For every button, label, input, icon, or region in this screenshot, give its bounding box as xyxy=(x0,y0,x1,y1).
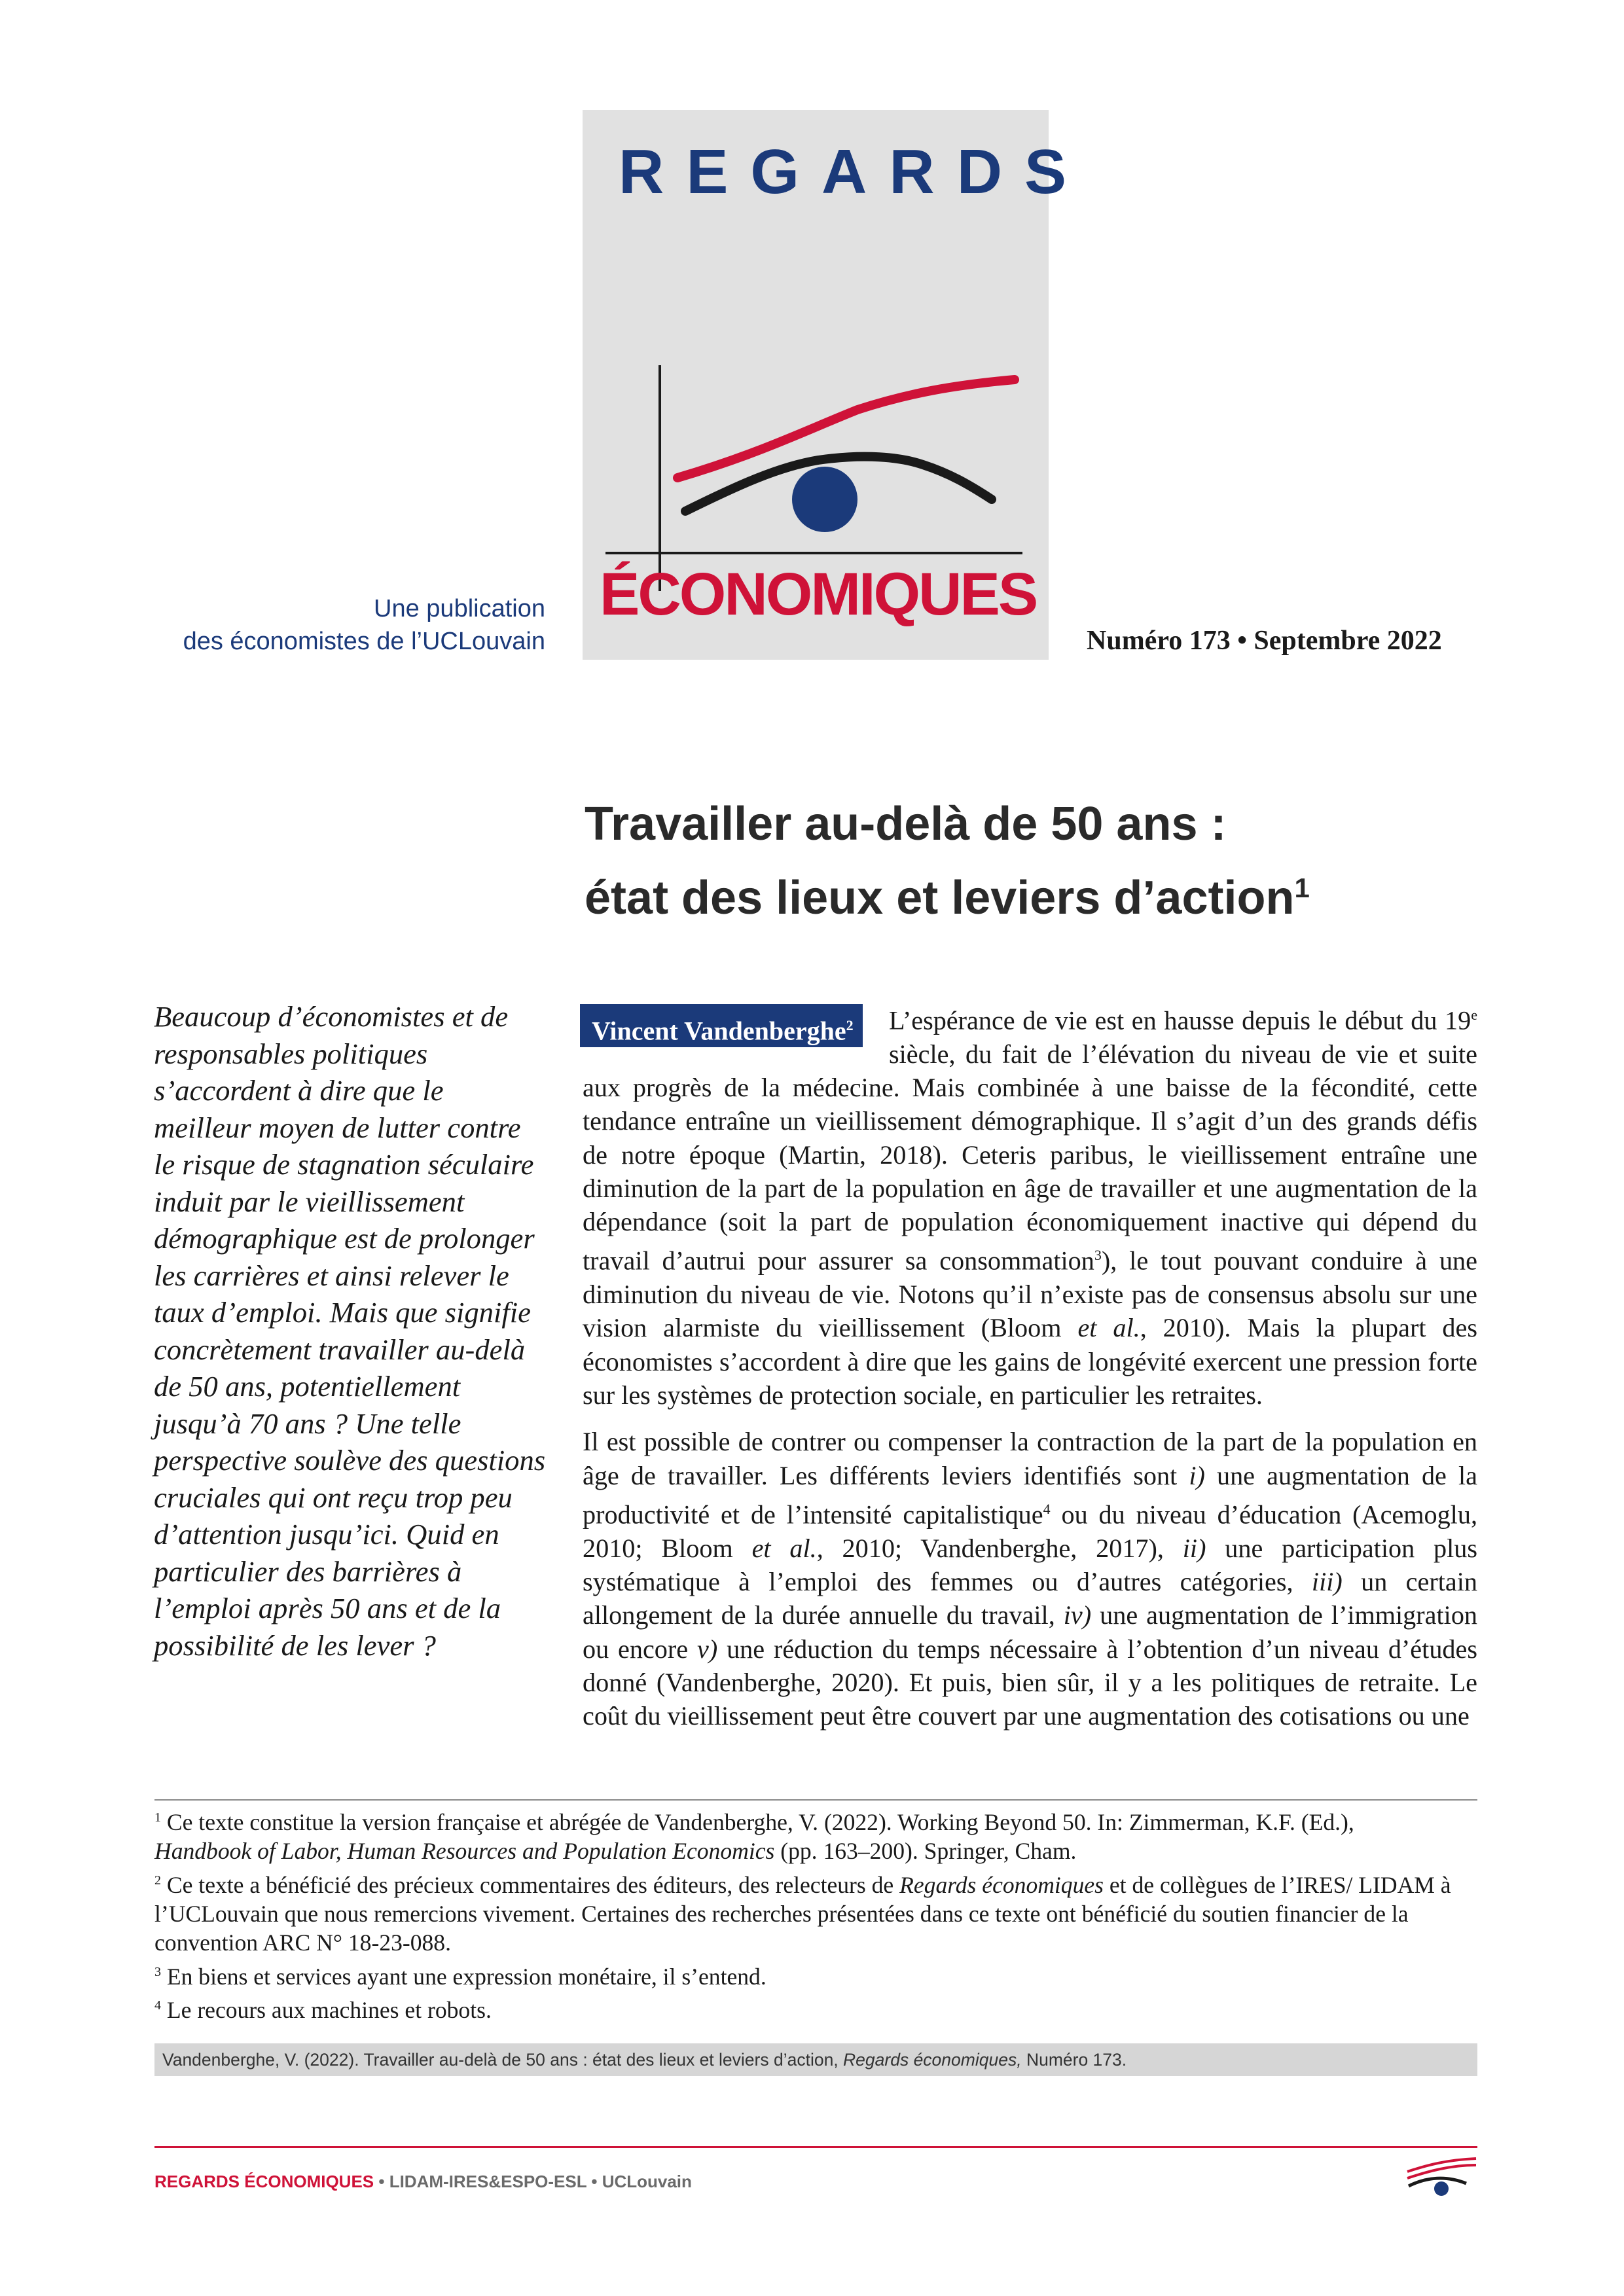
publisher-line xyxy=(183,592,545,658)
footer-eye-logo-icon xyxy=(1401,2153,1479,2206)
footnote-num-4: 4 xyxy=(154,1998,161,2013)
footnotes xyxy=(154,1803,1477,2024)
footnote-1-book: Handbook of Labor, Human Resources and Population Economics xyxy=(154,1838,775,1865)
p1-etal: et al. xyxy=(1077,1313,1140,1343)
author-badge xyxy=(580,1004,863,1047)
p2-enum-ii: ii) xyxy=(1182,1533,1206,1563)
footnote-2-text-b: et de collègues de l’IRES/ LIDAM à l’UCLouvain que nous remercions vivement. Certaines des recherches présentées dans ce texte ont bénéficié du soutien financier de la convention ARC N° 18-23-088. xyxy=(154,1871,1451,1956)
publisher-line-2: des économistes de l’UCLouvain xyxy=(183,628,545,655)
author-footnote-ref: 2 xyxy=(846,1017,854,1033)
logo-title-economiques: ÉCONOMIQUES xyxy=(600,561,1037,628)
logo-title-regards: REGARDS xyxy=(619,137,1089,207)
title-line-2-text: état des lieux et leviers d’action xyxy=(585,872,1295,924)
p2-etal: et al. xyxy=(751,1533,817,1563)
title-line-1: Travailler au-delà de 50 ans : xyxy=(585,798,1227,850)
footnote-ref-3: 3 xyxy=(1094,1247,1102,1264)
page-title xyxy=(585,792,1501,930)
citation-text xyxy=(162,2043,1127,2076)
footnote-num-2: 2 xyxy=(154,1873,161,1888)
p2-text-e: une participation plus systématique à l’emploi des femmes ou d’autres catégories, xyxy=(583,1533,1477,1596)
p2-text-h: une réduction du temps nécessaire à l’obtention d’un niveau d’études donné (Vandenberghe, 2020). Et puis, bien sûr, il y a les politiques de retraite. Le coût du vieillissement peut être couvert par une augmentation des cotisations ou une xyxy=(583,1634,1477,1731)
p2-text-f: un certain allongement de la durée annuelle du travail, xyxy=(583,1566,1477,1630)
p2-enum-i: i) xyxy=(1189,1460,1205,1490)
footnote-num-3: 3 xyxy=(154,1964,161,1979)
citation-journal: Regards économiques, xyxy=(843,2050,1022,2070)
p2-text-c: ou du niveau d’éducation (Acemoglu, 2010; Bloom xyxy=(583,1499,1477,1563)
p1-text-c: ), le tout pouvant conduire à une diminution du niveau de vie. Notons qu’il n’existe pas de consensus absolu sur une vision alarmiste du vieillissement (Bloom xyxy=(583,1246,1477,1343)
footer-brand: REGARDS ÉCONOMIQUES xyxy=(154,2172,374,2191)
footnote-2-text-a: Ce texte a bénéficié des précieux commentaires des éditeurs, des relecteurs de xyxy=(161,1871,900,1898)
publisher-line-1: Une publication xyxy=(374,595,545,622)
p1-text-d: , 2010). Mais la plupart des économistes s’accordent à dire que les gains de longévité exercent une pression forte sur les systèmes de protection sociale, en particulier les retraites. xyxy=(583,1313,1477,1410)
citation-text-b: Numéro 173. xyxy=(1021,2050,1127,2070)
footnote-3 xyxy=(154,1958,1477,1991)
footnote-3-text: En biens et services ayant une expression monétaire, il s’entend. xyxy=(161,1963,767,1990)
footnote-2 xyxy=(154,1866,1477,1958)
p2-enum-v: v) xyxy=(696,1634,718,1664)
footnote-4 xyxy=(154,1991,1477,2024)
footnote-4-text: Le recours aux machines et robots. xyxy=(161,1996,492,2023)
p2-text-b: une augmentation de la productivité et de l’intensité capitalistique xyxy=(583,1460,1477,1530)
paragraph-2 xyxy=(583,1425,1477,1732)
title-footnote-ref: 1 xyxy=(1294,872,1310,903)
footnote-2-journal: Regards économiques xyxy=(899,1871,1104,1898)
citation-bar xyxy=(154,2043,1477,2076)
p2-text-d: , 2010; Vandenberghe, 2017), xyxy=(816,1533,1183,1563)
footer-rule xyxy=(154,2146,1477,2148)
paragraph-1 xyxy=(583,998,1477,1412)
footnote-1-text-a: Ce texte constitue la version française et abrégée de Vandenberghe, V. (2022). Working Beyond 50. In: Zimmerman, K.F. (Ed.), xyxy=(161,1808,1354,1835)
p2-text-a: Il est possible de contrer ou compenser la contraction de la part de la population en âge de travailler. Les différents leviers identifiés sont xyxy=(583,1427,1477,1490)
p2-enum-iii: iii) xyxy=(1311,1566,1343,1596)
citation-text-a: Vandenberghe, V. (2022). Travailler au-delà de 50 ans : état des lieux et leviers d’action, xyxy=(162,2050,844,2070)
issue-number: Numéro 173 • Septembre 2022 xyxy=(1087,626,1442,656)
page-footer xyxy=(154,2172,692,2192)
author-name: Vincent Vandenberghe xyxy=(592,1016,846,1046)
masthead-logo xyxy=(583,110,1089,660)
title-line-2 xyxy=(585,856,1501,930)
ordinal-sup: e xyxy=(1471,1007,1477,1023)
abstract: Beaucoup d’économistes et de responsables politiques s’accordent à dire que le meilleur moyen de lutter contre le risque de stagnation séculaire induit par le vieillissement démographique est de prolonger les carrières et ainsi relever le taux d’emploi. Mais que signifie concrètement travailler au-delà de 50 ans, potentiellement jusqu’à 70 ans ? Une telle perspective soulève des questions cruciales qui ont reçu trop peu d’attention jusqu’ici. Quid en particulier des barrières à l’emploi après 50 ans et de la possibilité de les lever ? xyxy=(154,1000,546,1662)
article-body xyxy=(583,998,1477,1746)
p2-text-g: une augmentation de l’immigration ou encore xyxy=(583,1600,1478,1664)
footer-affiliations: • LIDAM-IRES&ESPO-ESL • UCLouvain xyxy=(374,2172,692,2191)
footnote-ref-4: 4 xyxy=(1043,1500,1051,1517)
footnote-num-1: 1 xyxy=(154,1810,161,1825)
footnote-1 xyxy=(154,1803,1477,1866)
footnote-1-text-c: (pp. 163–200). Springer, Cham. xyxy=(774,1838,1077,1865)
p1-text-b: siècle, du fait de l’élévation du niveau de vie et suite aux progrès de la médecine. Mais combinée à une baisse de la fécondité, cette tendance entraîne un vieillissement démographique. Il s’agit d’un des grands défis de notre époque (Martin, 2018). Ceteris paribus, le vieillissement entraîne une diminution de la part de la population en âge de travailler et une augmentation de la dépendance (soit la part de population économiquement inactive qui dépend du travail d’autrui pour assurer sa consommation xyxy=(583,1039,1477,1276)
eye-chart-icon xyxy=(583,241,1049,607)
p1-text-a: L’espérance de vie est en hausse depuis le début du 19 xyxy=(889,1005,1471,1035)
footnote-divider xyxy=(154,1799,1477,1801)
p2-enum-iv: iv) xyxy=(1063,1600,1092,1630)
